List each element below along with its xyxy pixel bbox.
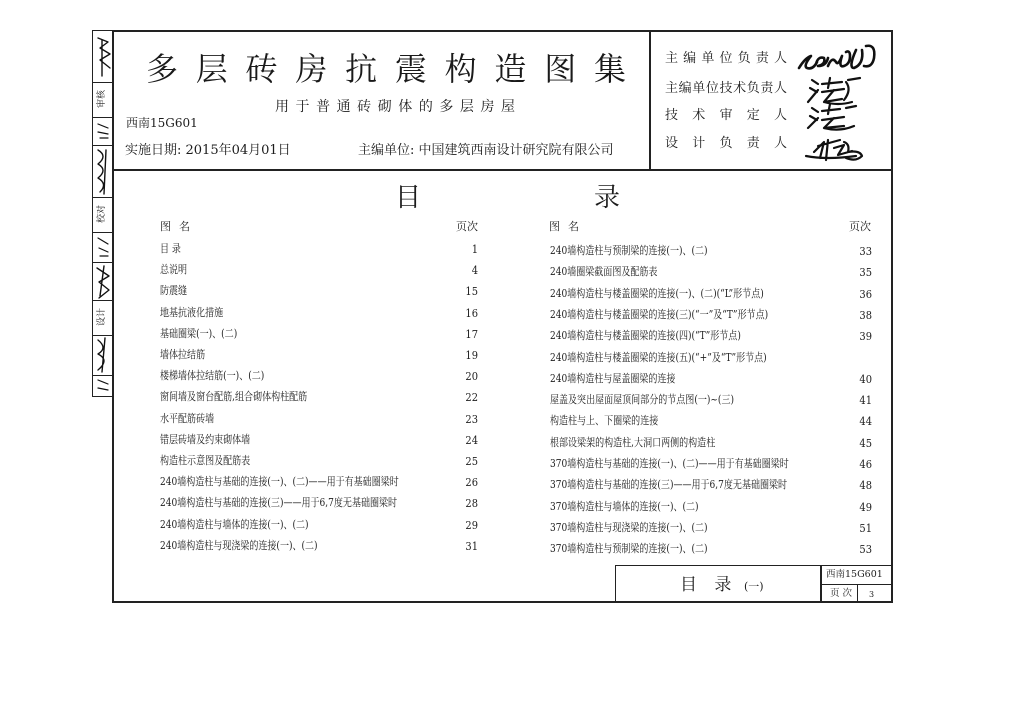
- toc-entry: [160, 348, 478, 362]
- toc-entry: [550, 436, 872, 450]
- toc-entry-page: 38: [859, 308, 872, 322]
- title-block-code: 西南15G601: [826, 569, 883, 580]
- toc-entry: [550, 500, 872, 514]
- toc-entry-title: 370墙构造柱与基础的连接(一)、(二)——用于有基础圈梁时: [550, 457, 789, 470]
- strip-divider: [92, 375, 113, 376]
- toc-entry: [160, 412, 478, 426]
- toc-entry-title: 240墙构造柱与基础的连接(三)——用于6,7度无基础圈梁时: [160, 496, 398, 510]
- role-design-head: 设计负责人: [665, 136, 787, 151]
- title-block-page-number: 3: [869, 590, 875, 599]
- toc-entry-title: 240墙圈梁截面图及配筋表: [550, 265, 658, 279]
- toc-entry-title: 基础圈梁(一)、(二): [160, 326, 238, 340]
- toc-entry: [550, 329, 872, 343]
- toc-entry: [550, 351, 872, 365]
- toc-entry: [160, 369, 478, 383]
- toc-entry-page: 19: [465, 349, 478, 362]
- toc-entry: [550, 478, 872, 492]
- title-block-suffix: (一): [744, 580, 764, 593]
- toc-entry-title: 240墙构造柱与墙体的连接(一)、(二): [160, 517, 309, 531]
- toc-entry-page: 53: [859, 543, 872, 557]
- toc-entry-title: 总说明: [160, 263, 188, 277]
- toc-entry: [550, 287, 872, 301]
- toc-entry-page: 15: [465, 285, 478, 299]
- atlas-code: 西南15G601: [126, 116, 198, 130]
- toc-entry: [160, 284, 478, 298]
- toc-entry-page: 40: [859, 372, 872, 386]
- toc-entry-page: 44: [859, 415, 872, 429]
- toc-entry-page: 36: [859, 287, 872, 301]
- toc-entry: [160, 390, 478, 404]
- effective-date: 实施日期: 2015年04月01日: [125, 143, 291, 158]
- toc-entry-title: 构造柱与上、下圈梁的连接: [550, 414, 659, 428]
- toc-entry: [160, 327, 478, 341]
- toc-entry-title: 屋盖及突出屋面屋顶间部分的节点图(一)~(三): [550, 393, 735, 407]
- toc-entry-title: 地基抗液化措施: [160, 305, 224, 319]
- toc-entry-title: 240墙构造柱与楼盖圈梁的连接(三)(“一”及“T”形节点): [550, 307, 769, 321]
- toc-entry-page: 16: [465, 306, 478, 320]
- toc-entry: [160, 263, 478, 277]
- toc-entry-page: 4: [471, 264, 478, 278]
- right-col-name-header: 图名: [549, 220, 579, 233]
- toc-entry-title: 目 录: [160, 242, 181, 255]
- toc-entry: [550, 457, 872, 471]
- toc-entry-page: 20: [465, 370, 478, 384]
- toc-entry-page: 24: [465, 433, 478, 447]
- toc-entry-page: 33: [859, 245, 872, 258]
- toc-right-column: [550, 0, 875, 724]
- toc-left-column: [160, 0, 478, 724]
- toc-entry-page: 51: [859, 521, 872, 535]
- toc-entry: [160, 496, 478, 510]
- toc-entry-title: 防震缝: [160, 284, 188, 298]
- toc-entry-page: 46: [859, 458, 872, 471]
- strip-label-review: 审核: [97, 90, 107, 109]
- toc-entry: [160, 518, 478, 532]
- toc-entry: [550, 372, 872, 386]
- toc-entry-page: 23: [465, 412, 478, 426]
- toc-entry-title: 根部设梁架的构造柱,大洞口两侧的构造柱: [550, 435, 716, 449]
- toc-entry: [160, 306, 478, 320]
- toc-entry-page: 39: [859, 330, 872, 344]
- role-chief-editor-head: 主编单位负责人: [665, 51, 787, 66]
- strip-label-design: 设计: [97, 308, 107, 327]
- toc-entry-page: 45: [859, 436, 872, 450]
- role-technical-head: 主编单位技术负责人: [665, 81, 787, 96]
- toc-entry-title: 240墙构造柱与屋盖圈梁的连接: [550, 371, 676, 385]
- left-col-name-header: 图名: [160, 220, 190, 233]
- role-technical-reviewer: 技术审定人: [665, 108, 787, 123]
- toc-entry-title: 370墙构造柱与预制梁的连接(一)、(二): [550, 542, 708, 556]
- toc-entry-title: 240墙构造柱与楼盖圈梁的连接(五)(“+”及“T”形节点): [550, 350, 767, 364]
- toc-entry-title: 240墙构造柱与预制梁的连接(一)、(二): [550, 244, 708, 257]
- toc-entry: [550, 542, 872, 556]
- atlas-title: 多层砖房抗震构造图集: [146, 50, 626, 88]
- toc-entry-page: 48: [859, 479, 872, 493]
- toc-entry: [550, 308, 872, 322]
- toc-entry-page: 41: [859, 394, 872, 408]
- toc-entry-page: 26: [465, 476, 478, 490]
- toc-entry-title: 楼梯墙体拉结筋(一)、(二): [160, 369, 265, 383]
- toc-entry: [160, 475, 478, 489]
- toc-entry-page: 31: [465, 539, 478, 553]
- toc-entry: [550, 265, 872, 279]
- toc-entry-title: 错层砖墙及约束砌体墙: [160, 432, 251, 446]
- editor-unit: 主编单位: 中国建筑西南设计研究院有限公司: [358, 143, 614, 158]
- toc-heading-char-1: 目: [395, 183, 422, 213]
- toc-entry-page: 22: [465, 391, 478, 405]
- strip-divider: [92, 145, 113, 146]
- toc-entry-page: 28: [465, 497, 478, 511]
- toc-entry-title: 水平配筋砖墙: [160, 411, 215, 425]
- toc-entry-title: 240墙构造柱与现浇梁的连接(一)、(二): [160, 538, 318, 552]
- toc-entry: [550, 521, 872, 535]
- toc-entry: [550, 393, 872, 407]
- strip-divider: [92, 262, 113, 263]
- atlas-subtitle: 用于普通砖砌体的多层房屋: [275, 99, 515, 115]
- toc-entry-page: 35: [859, 266, 872, 280]
- toc-entry-page: 49: [859, 500, 872, 514]
- toc-entry: [160, 433, 478, 447]
- toc-entry: [160, 454, 478, 468]
- toc-entry-page: 29: [465, 518, 478, 532]
- toc-entry-title: 240墙构造柱与基础的连接(一)、(二)——用于有基础圈梁时: [160, 475, 399, 489]
- toc-entry-title: 窗间墙及窗台配筋,组合砌体构柱配筋: [160, 390, 308, 404]
- toc-entry-title: 240墙构造柱与楼盖圈梁的连接(一)、(二)(“L”形节点): [550, 286, 764, 300]
- toc-entry-title: 370墙构造柱与基础的连接(三)——用于6,7度无基础圈梁时: [550, 478, 788, 492]
- toc-entry: [160, 242, 478, 256]
- toc-entry-page: 25: [465, 455, 478, 468]
- title-block-title: 目 录: [680, 575, 738, 595]
- toc-entry-page: 17: [465, 327, 478, 341]
- toc-entry-page: 1: [471, 243, 478, 256]
- toc-entry: [160, 539, 478, 553]
- right-col-page-header: 页次: [849, 220, 871, 233]
- toc-entry: [550, 414, 872, 428]
- toc-entry-title: 构造柱示意图及配筋表: [160, 454, 251, 467]
- toc-entry-title: 370墙构造柱与墙体的连接(一)、(二): [550, 499, 699, 513]
- title-block-page-label: 页次: [830, 588, 856, 599]
- toc-heading-char-2: 录: [594, 183, 621, 213]
- strip-label-check: 校对: [97, 205, 107, 224]
- title-block-divider: [857, 584, 858, 603]
- toc-entry: [550, 244, 872, 258]
- toc-entry-title: 370墙构造柱与现浇梁的连接(一)、(二): [550, 520, 708, 534]
- toc-entry-title: 240墙构造柱与楼盖圈梁的连接(四)(“T”形节点): [550, 329, 741, 343]
- toc-entry-title: 墙体拉结筋: [160, 348, 206, 361]
- left-col-page-header: 页次: [456, 220, 478, 233]
